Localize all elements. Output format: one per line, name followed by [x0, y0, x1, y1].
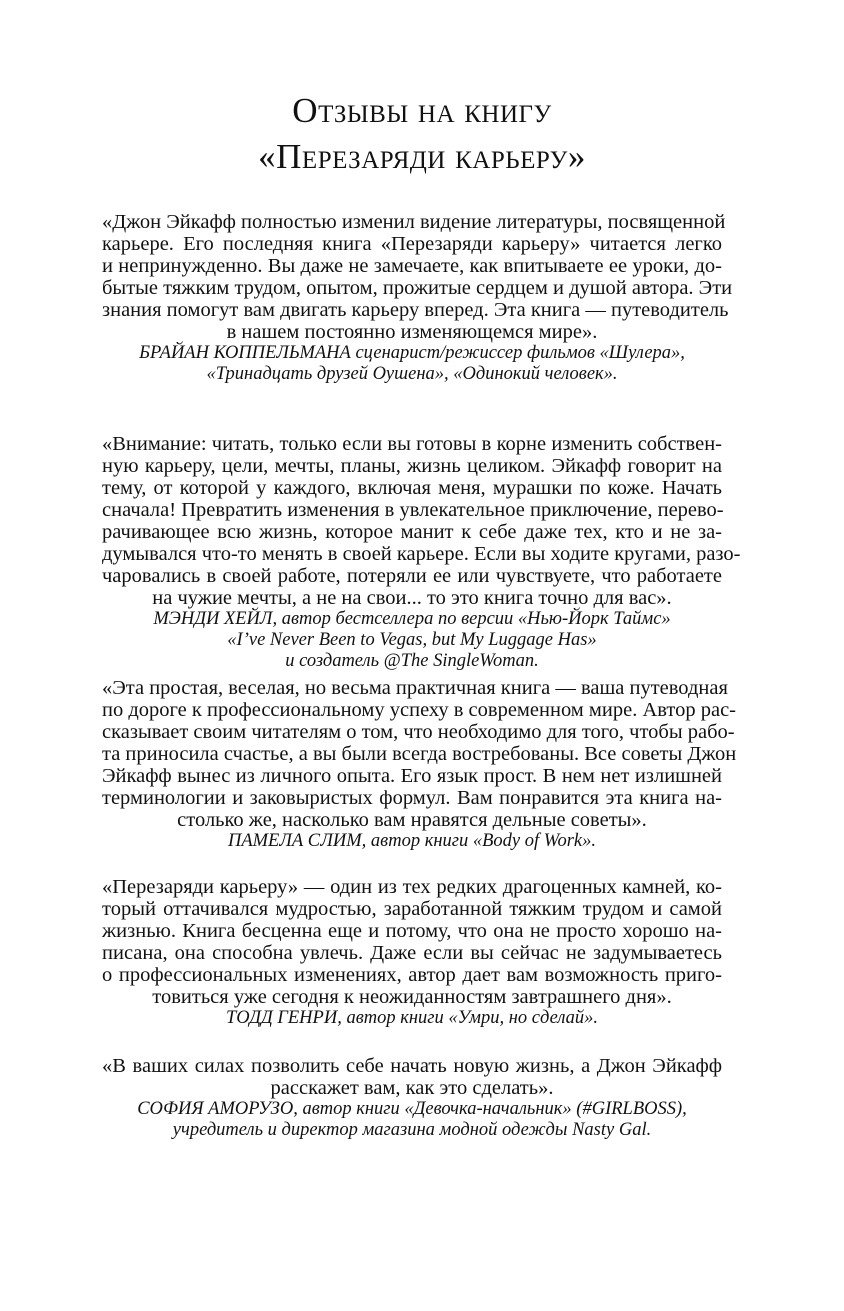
review-line: ную карьеру, цели, мечты, планы, жизнь целиком. Эйкафф говорит на: [102, 455, 722, 477]
review-line: «Перезаряди карьеру» — один из тех редких драгоценных камней, ко-: [102, 876, 722, 898]
review-attribution: МЭНДИ ХЕЙЛ, автор бестселлера по версии «Нью-Йорк Таймс»: [153, 609, 671, 629]
review-line: Эйкафф вынес из личного опыта. Его язык прост. В нем нет излишней: [102, 765, 722, 787]
review-line: столько же, насколько вам нравятся дельные советы».: [177, 809, 647, 831]
review-line: расскажет вам, как это сделать».: [270, 1077, 554, 1099]
review-line: тему, от которой у каждого, включая меня, мурашки по коже. Начать: [102, 477, 722, 499]
review-line: сначала! Превратить изменения в увлекательное приключение, перево-: [102, 499, 724, 521]
review-line: та приносила счастье, а вы были всегда востребованы. Все советы Джон: [102, 743, 737, 765]
review-2: [102, 433, 741, 672]
review-attribution: и создатель @The SingleWoman.: [285, 651, 539, 671]
review-line: карьере. Его последняя книга «Перезаряди карьеру» читается легко: [102, 233, 722, 255]
review-1: [102, 211, 733, 385]
review-line: «Джон Эйкафф полностью изменил видение литературы, посвященной: [102, 211, 726, 233]
review-line: писана, она способна увлечь. Даже если вы сейчас не задумываетесь: [102, 942, 722, 964]
review-line: по дороге к профессиональному успеху в современном мире. Автор рас-: [102, 699, 737, 721]
review-line: торый оттачивался мудростью, заработанной тяжким трудом и самой: [102, 898, 722, 920]
review-line: терминологии и заковыристых формул. Вам понравится эта книга на-: [102, 787, 722, 809]
title-line-2: «Перезаряди карьеру»: [258, 137, 586, 176]
page-title: [0, 88, 844, 180]
review-attribution: «Тринадцать друзей Оушена», «Одинокий человек».: [206, 364, 618, 384]
review-attribution: ПАМЕЛА СЛИМ, автор книги «Body of Work».: [227, 831, 597, 851]
review-line: «В ваших силах позволить себе начать новую жизнь, а Джон Эйкафф: [102, 1055, 722, 1077]
review-attribution: ТОДД ГЕНРИ, автор книги «Умри, но сделай».: [226, 1008, 598, 1028]
review-line: жизнью. Книга бесценна еще и потому, что она не просто хорошо на-: [102, 920, 722, 942]
review-line: товиться уже сегодня к неожиданностям завтрашнего дня».: [152, 986, 672, 1008]
review-line: думывался что-то менять в своей карьере. Если вы ходите кругами, разо-: [102, 543, 741, 565]
review-line: рачивающее всю жизнь, которое манит к себе даже тех, кто и не за-: [102, 521, 722, 543]
review-line: «Эта простая, веселая, но весьма практичная книга — ваша путеводная: [102, 677, 728, 699]
review-line: на чужие мечты, а не на свои... то это книга точно для вас».: [152, 587, 672, 609]
review-line: о профессиональных изменениях, автор дает вам возможность приго-: [102, 964, 722, 986]
review-line: в нашем постоянно изменяющемся мире».: [226, 321, 598, 343]
review-4: [102, 876, 722, 1029]
review-line: бытые тяжким трудом, опытом, прожитые сердцем и душой автора. Эти: [102, 277, 733, 299]
title-line-1: Отзывы на книгу: [292, 91, 552, 130]
review-attribution: учредитель и директор магазина модной одежды Nasty Gal.: [172, 1120, 652, 1140]
review-line: «Внимание: читать, только если вы готовы в корне изменить собствен-: [102, 433, 722, 455]
review-attribution: «I’ve Never Been to Vegas, but My Luggage Has»: [227, 630, 597, 650]
review-line: и непринужденно. Вы даже не замечаете, как впитываете ее уроки, до-: [102, 255, 722, 277]
review-line: сказывает своим читателям о том, что необходимо для того, чтобы рабо-: [102, 721, 735, 743]
review-attribution: СОФИЯ АМОРУЗО, автор книги «Девочка-начальник» (#GIRLBOSS),: [137, 1099, 687, 1119]
review-attribution: БРАЙАН КОППЕЛЬМАНА сценарист/режиссер фильмов «Шулера»,: [139, 343, 685, 363]
review-line: чаровались в своей работе, потеряли ее или чувствуете, что работаете: [102, 565, 722, 587]
review-5: [102, 1055, 722, 1141]
review-line: знания помогут вам двигать карьеру вперед. Эта книга — путеводитель: [102, 299, 729, 321]
review-3: [102, 677, 737, 852]
